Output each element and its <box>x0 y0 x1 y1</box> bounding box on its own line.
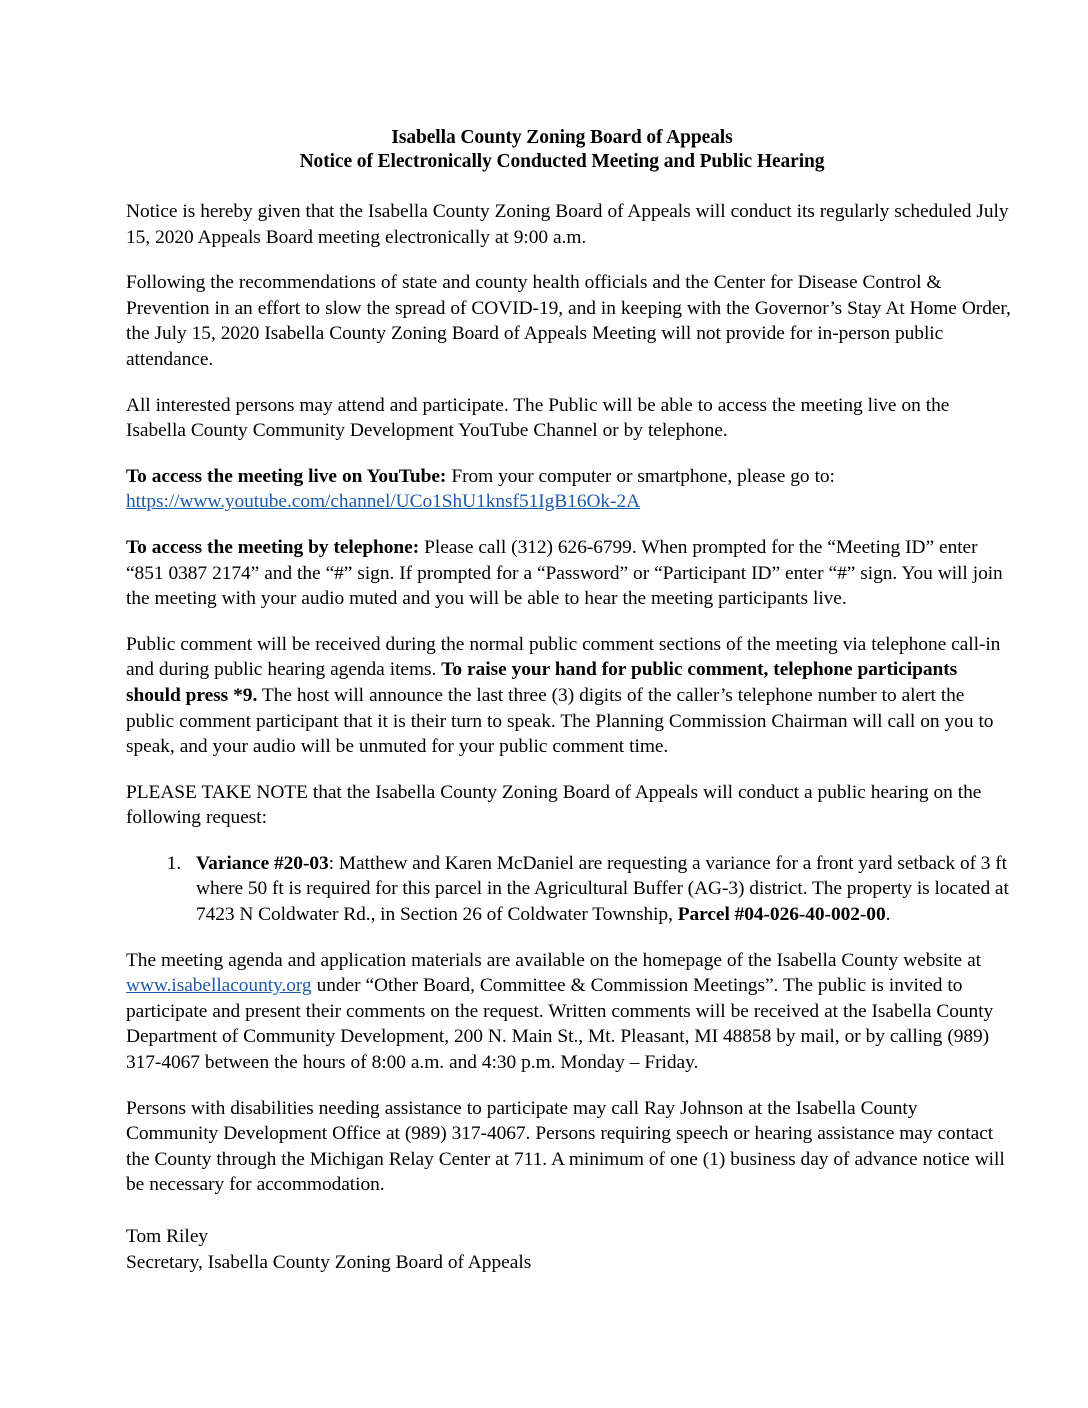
paragraph-youtube-access <box>126 464 1014 515</box>
public-comment-text-after: The host will announce the last three (3) digits of the caller’s telephone number to alert the public comment participant that it is their turn to speak. The Planning Commission Chairman will call on you to speak, and your audio will be unmuted for your public comment time. <box>126 684 994 758</box>
isabella-county-website-link[interactable]: www.isabellacounty.org <box>126 975 312 997</box>
signature-name: Tom Riley <box>126 1226 209 1247</box>
paragraph-covid-recommendations: Following the recommendations of state and county health officials and the Center for Disease Control & Prevention in an effort to slow the spread of COVID-19, and in keeping with the Governor’s Stay At Home Order, the July 15, 2020 Isabella County Zoning Board of Appeals Meeting will not provide for in-person public attendance. <box>126 272 1011 370</box>
variance-description-before: : Matthew and Karen McDaniel are requesting a variance for a front yard setback of 3 ft where 50 ft is required for this parcel in the Agricultural Buffer (AG-3) district. The property is located at 7423 N Coldwater Rd., in Section 26 of Coldwater Township, <box>196 852 1009 926</box>
document-body <box>126 199 1014 1275</box>
paragraph-attendance: All interested persons may attend and participate. The Public will be able to access the meeting live on the Isabella County Community Development YouTube Channel or by telephone. <box>126 394 950 442</box>
list-item <box>186 851 1014 928</box>
paragraph-take-note: PLEASE TAKE NOTE that the Isabella County Zoning Board of Appeals will conduct a public hearing on the following request: <box>126 781 982 829</box>
page-title <box>110 126 1014 173</box>
materials-text-after: under “Other Board, Committee & Commission Meetings”. The public is invited to participate and present their comments on the request. Written comments will be received at the Isabella County Department of Community Development, 200 N. Main St., Mt. Pleasant, MI 48858 by mail, or by calling (989) 317-4067 between the hours of 8:00 a.m. and 4:30 p.m. Monday – Friday. <box>126 975 994 1074</box>
signature-title: Secretary, Isabella County Zoning Board of Appeals <box>126 1251 532 1273</box>
paragraph-notice-intro: Notice is hereby given that the Isabella County Zoning Board of Appeals will conduct its regularly scheduled July 15, 2020 Appeals Board meeting electronically at 9:00 a.m. <box>126 201 1009 248</box>
youtube-access-text: From your computer or smartphone, please go to: <box>446 465 835 487</box>
signature-block <box>126 1224 1014 1275</box>
youtube-access-label: To access the meeting live on YouTube: <box>126 465 447 487</box>
telephone-access-label: To access the meeting by telephone: <box>126 536 420 558</box>
paragraph-public-comment <box>126 632 1014 760</box>
telephone-access-text: Please call (312) 626-6799. When prompted for the “Meeting ID” enter “851 0387 2174” and the “#” sign. If prompted for a “Password” or “Participant ID” enter “#” sign. You will join the meeting with your audio muted and you will be able to hear the meeting participants live. <box>126 536 1003 610</box>
variance-number-label: Variance #20-03 <box>196 852 329 874</box>
request-list <box>126 851 1014 928</box>
paragraph-telephone-access <box>126 535 1014 612</box>
title-line-2: Notice of Electronically Conducted Meeting and Public Hearing <box>299 150 825 172</box>
parcel-number-label: Parcel #04-026-40-002-00 <box>677 904 886 926</box>
youtube-channel-link[interactable]: https://www.youtube.com/channel/UCo1ShU1knsf51IgB16Ok-2A <box>126 491 641 513</box>
public-comment-raise-hand-instruction: To raise your hand for public comment, telephone participants should press *9. <box>126 659 958 706</box>
variance-description-after: . <box>885 904 891 926</box>
public-comment-text-before: Public comment will be received during the normal public comment sections of the meeting via telephone call-in and during public hearing agenda items. <box>126 633 1001 681</box>
title-line-1: Isabella County Zoning Board of Appeals <box>391 127 733 148</box>
paragraph-meeting-materials <box>126 948 1014 1076</box>
paragraph-accessibility: Persons with disabilities needing assistance to participate may call Ray Johnson at the Isabella County Community Development Office at (989) 317-4067. Persons requiring speech or hearing assistance may contact the County through the Michigan Relay Center at 711. A minimum of one (1) business day of advance notice will be necessary for accommodation. <box>126 1097 1005 1196</box>
materials-text-before: The meeting agenda and application materials are available on the homepage of the Isabella County website at <box>126 949 981 971</box>
